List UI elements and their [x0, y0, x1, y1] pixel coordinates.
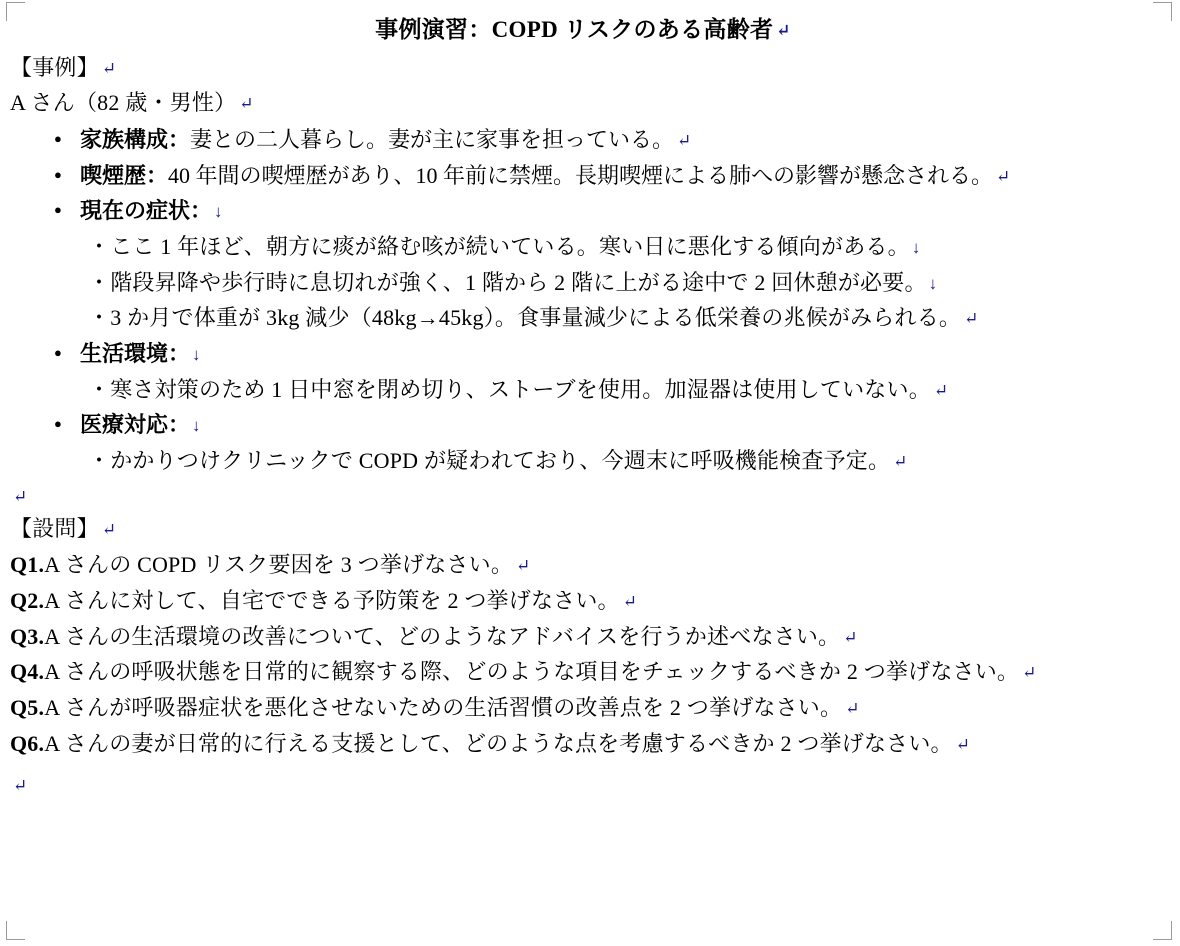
sub-line-text: ・寒さ対策のため 1 日中窓を閉め切り、ストーブを使用。加湿器は使用していない。 — [88, 376, 931, 402]
end-mark: ↵ — [933, 380, 949, 400]
question-line — [10, 654, 1156, 690]
end-mark: ↵ — [516, 556, 531, 576]
question-number: Q1. — [10, 552, 45, 578]
pilcrow-mark: ↵ — [101, 520, 117, 540]
bullet-label: 生活環境 — [80, 340, 169, 366]
end-mark: ↵ — [996, 166, 1011, 186]
case-section-heading — [10, 51, 1156, 84]
pilcrow-mark: ↵ — [13, 487, 28, 507]
sub-line-text: ・階段昇降や歩行時に息切れが強く、1 階から 2 階に上がる途中で 2 回休憩が必要。 — [88, 269, 927, 295]
case-section-heading-text: 【事例】 — [10, 55, 99, 81]
list-item — [10, 336, 1156, 372]
end-mark: ↵ — [622, 592, 638, 612]
pilcrow-mark: ↵ — [13, 776, 28, 796]
question-text: A さんの呼吸状態を日常的に観察する際、どのような項目をチェックするべきか 2 つ挙げなさい。 — [44, 659, 1020, 685]
bullet-label: 現在の症状 — [80, 198, 191, 224]
patient-text: A さん（82 歳・男性） — [10, 90, 237, 116]
end-mark: ↵ — [843, 627, 858, 647]
sub-line-text: ・かかりつけクリニックで COPD が疑われており、今週末に呼吸機能検査予定。 — [88, 447, 891, 473]
question-text: A さんに対して、自宅でできる予防策を 2 つ挙げなさい。 — [44, 588, 620, 614]
list-item — [10, 122, 1156, 158]
bullet-separator: ： — [168, 412, 191, 438]
end-mark: ↵ — [1022, 663, 1037, 683]
sub-line — [10, 265, 1156, 301]
question-line — [10, 690, 1156, 726]
sub-line-text: ・3 か月で体重が 3kg 減少（48kg→45kg）。食事量減少による低栄養の兆候がみられる。 — [88, 305, 962, 331]
bullet-label: 喫煙歴 — [80, 162, 147, 188]
page-corner-bottom-right — [1153, 921, 1172, 940]
empty-paragraph — [10, 478, 1156, 512]
end-mark: ↓ — [214, 202, 223, 222]
question-number: Q3. — [10, 623, 45, 649]
pilcrow-mark: ↵ — [239, 94, 254, 114]
end-mark: ↵ — [677, 131, 692, 151]
end-mark: ↵ — [893, 451, 908, 471]
end-mark: ↵ — [955, 734, 971, 754]
question-number: Q4. — [10, 659, 45, 685]
list-item — [10, 407, 1156, 443]
question-line — [10, 583, 1156, 619]
list-item — [10, 193, 1156, 229]
bullet-label: 家族構成 — [80, 127, 169, 153]
sub-line-text: ・ここ 1 年ほど、朝方に痰が絡む咳が続いている。寒い日に悪化する傾向がある。 — [88, 234, 910, 260]
question-number: Q6. — [10, 730, 45, 756]
question-line — [10, 547, 1156, 583]
list-item — [10, 158, 1156, 194]
bullet-separator: ： — [168, 127, 191, 153]
pilcrow-mark: ↵ — [101, 59, 117, 79]
pilcrow-mark: ↵ — [776, 21, 791, 40]
question-number: Q5. — [10, 694, 45, 720]
trailing-empty-paragraph — [10, 767, 1156, 802]
case-bullet-list — [10, 122, 1156, 478]
bullet-separator: ： — [146, 162, 169, 188]
end-mark: ↓ — [911, 238, 921, 258]
question-text: A さんの生活環境の改善について、どのようなアドバイスを行うか述べなさい。 — [44, 623, 841, 649]
question-number: Q2. — [10, 588, 45, 614]
bullet-text: 40 年間の喫煙歴があり、10 年前に禁煙。長期喫煙による肺への影響が懸念される。 — [168, 162, 994, 188]
end-mark: ↓ — [192, 416, 201, 436]
bullet-separator: ： — [168, 340, 191, 366]
question-line — [10, 619, 1156, 655]
bullet-separator: ： — [190, 198, 213, 224]
question-text: A さんの COPD リスク要因を 3 つ挙げなさい。 — [44, 552, 514, 578]
page-corner-bottom-left — [6, 921, 25, 940]
document-title — [10, 14, 1156, 45]
question-line — [10, 726, 1156, 762]
sub-line — [10, 372, 1156, 408]
end-mark: ↓ — [192, 344, 201, 364]
bullet-text: 妻との二人暮らし。妻が主に家事を担っている。 — [190, 127, 675, 153]
document-title-text: 事例演習：COPD リスクのある高齢者 — [375, 17, 774, 42]
sub-line — [10, 300, 1156, 336]
questions-section-heading-text: 【設問】 — [10, 516, 99, 542]
sub-line — [10, 443, 1156, 479]
question-text: A さんの妻が日常的に行える支援として、どのような点を考慮するべきか 2 つ挙げなさい。 — [44, 730, 953, 756]
question-text: A さんが呼吸器症状を悪化させないための生活習慣の改善点を 2 つ挙げなさい。 — [44, 694, 843, 720]
end-mark: ↵ — [964, 309, 979, 329]
patient-line — [10, 86, 1156, 120]
end-mark: ↵ — [845, 698, 860, 718]
sub-line — [10, 229, 1156, 265]
bullet-label: 医療対応 — [80, 412, 169, 438]
end-mark: ↓ — [928, 273, 938, 293]
questions-section-heading — [10, 512, 1156, 545]
